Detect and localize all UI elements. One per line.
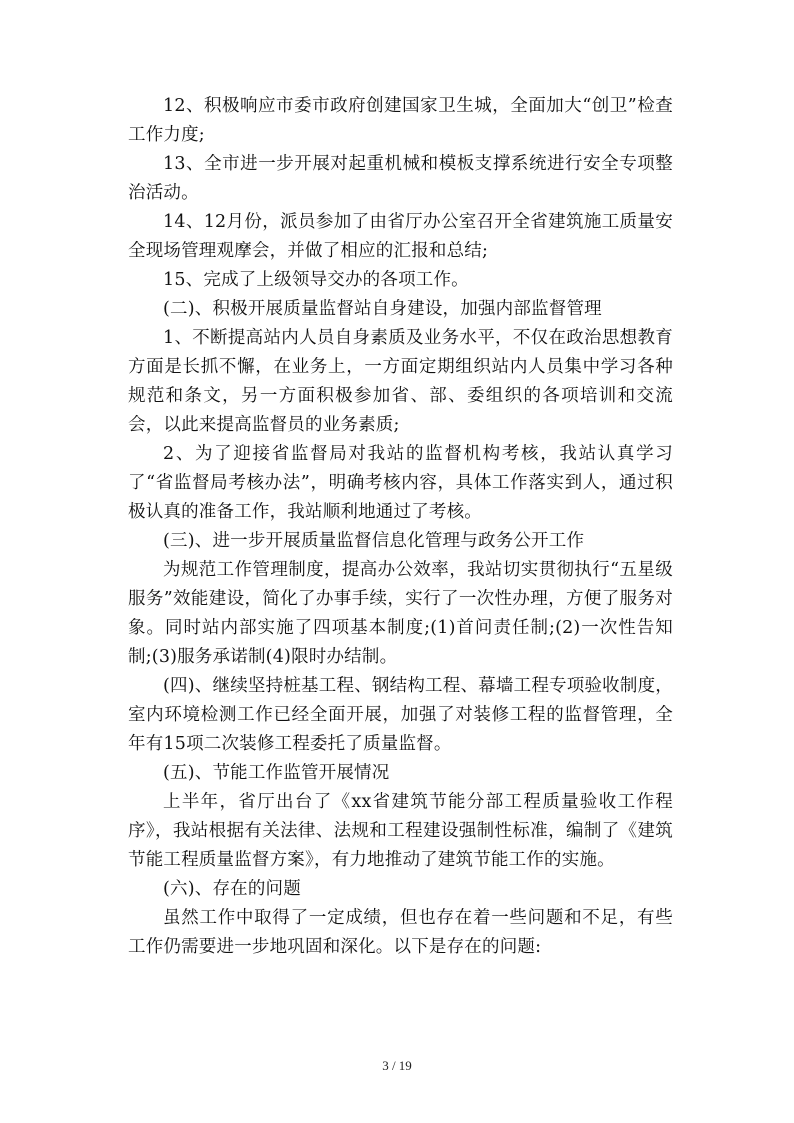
paragraph: 15、完成了上级领导交办的各项工作。 bbox=[163, 270, 469, 290]
section-heading: (四)、继续坚持桩基工程、钢结构工程、幕墙工程专项验收制度，室内环境检测工作已经全面开展，加强了对装修工程的监督管理，全年有15项二次装修工程委托了质量监督。 bbox=[128, 676, 673, 754]
document-body bbox=[128, 92, 673, 962]
paragraph: 上半年，省厅出台了《xx省建筑节能分部工程质量验收工作程序》，我站根据有关法律、法规和工程建设强制性标准，编制了《建筑节能工程质量监督方案》，有力地推动了建筑节能工作的实施。 bbox=[128, 792, 673, 870]
paragraph: 14、12月份，派员参加了由省厅办公室召开全省建筑施工质量安全现场管理观摩会，并做了相应的汇报和总结; bbox=[128, 212, 673, 261]
paragraph: 1、不断提高站内人员自身素质及业务水平，不仅在政治思想教育方面是长抓不懈，在业务上，一方面定期组织站内人员集中学习各种规范和条文，另一方面积极参加省、部、委组织的各项培训和交流会，以此来提高监督员的业务素质; bbox=[128, 328, 673, 435]
section-heading: (六)、存在的问题 bbox=[163, 879, 301, 899]
paragraph: 为规范工作管理制度，提高办公效率，我站切实贯彻执行“五星级服务”效能建设，简化了办事手续，实行了一次性办理，方便了服务对象。同时站内部实施了四项基本制度;(1)首问责任制;(2)一次性告知制;(3)服务承诺制(4)限时办结制。 bbox=[128, 560, 673, 667]
paragraph: 虽然工作中取得了一定成绩，但也存在着一些问题和不足，有些工作仍需要进一步地巩固和深化。以下是存在的问题: bbox=[128, 908, 673, 957]
section-heading: (五)、节能工作监管开展情况 bbox=[163, 763, 390, 783]
section-heading: (二)、积极开展质量监督站自身建设，加强内部监督管理 bbox=[163, 299, 602, 319]
paragraph: 12、积极响应市委市政府创建国家卫生城，全面加大“创卫”检查工作力度; bbox=[128, 96, 673, 145]
page-number: 3 / 19 bbox=[382, 1058, 412, 1073]
paragraph: 13、全市进一步开展对起重机械和模板支撑系统进行安全专项整治活动。 bbox=[128, 154, 673, 203]
section-heading: (三)、进一步开展质量监督信息化管理与政务公开工作 bbox=[163, 531, 585, 551]
paragraph: 2、为了迎接省监督局对我站的监督机构考核，我站认真学习了“省监督局考核办法”，明确考核内容，具体工作落实到人，通过积极认真的准备工作，我站顺利地通过了考核。 bbox=[128, 444, 673, 522]
